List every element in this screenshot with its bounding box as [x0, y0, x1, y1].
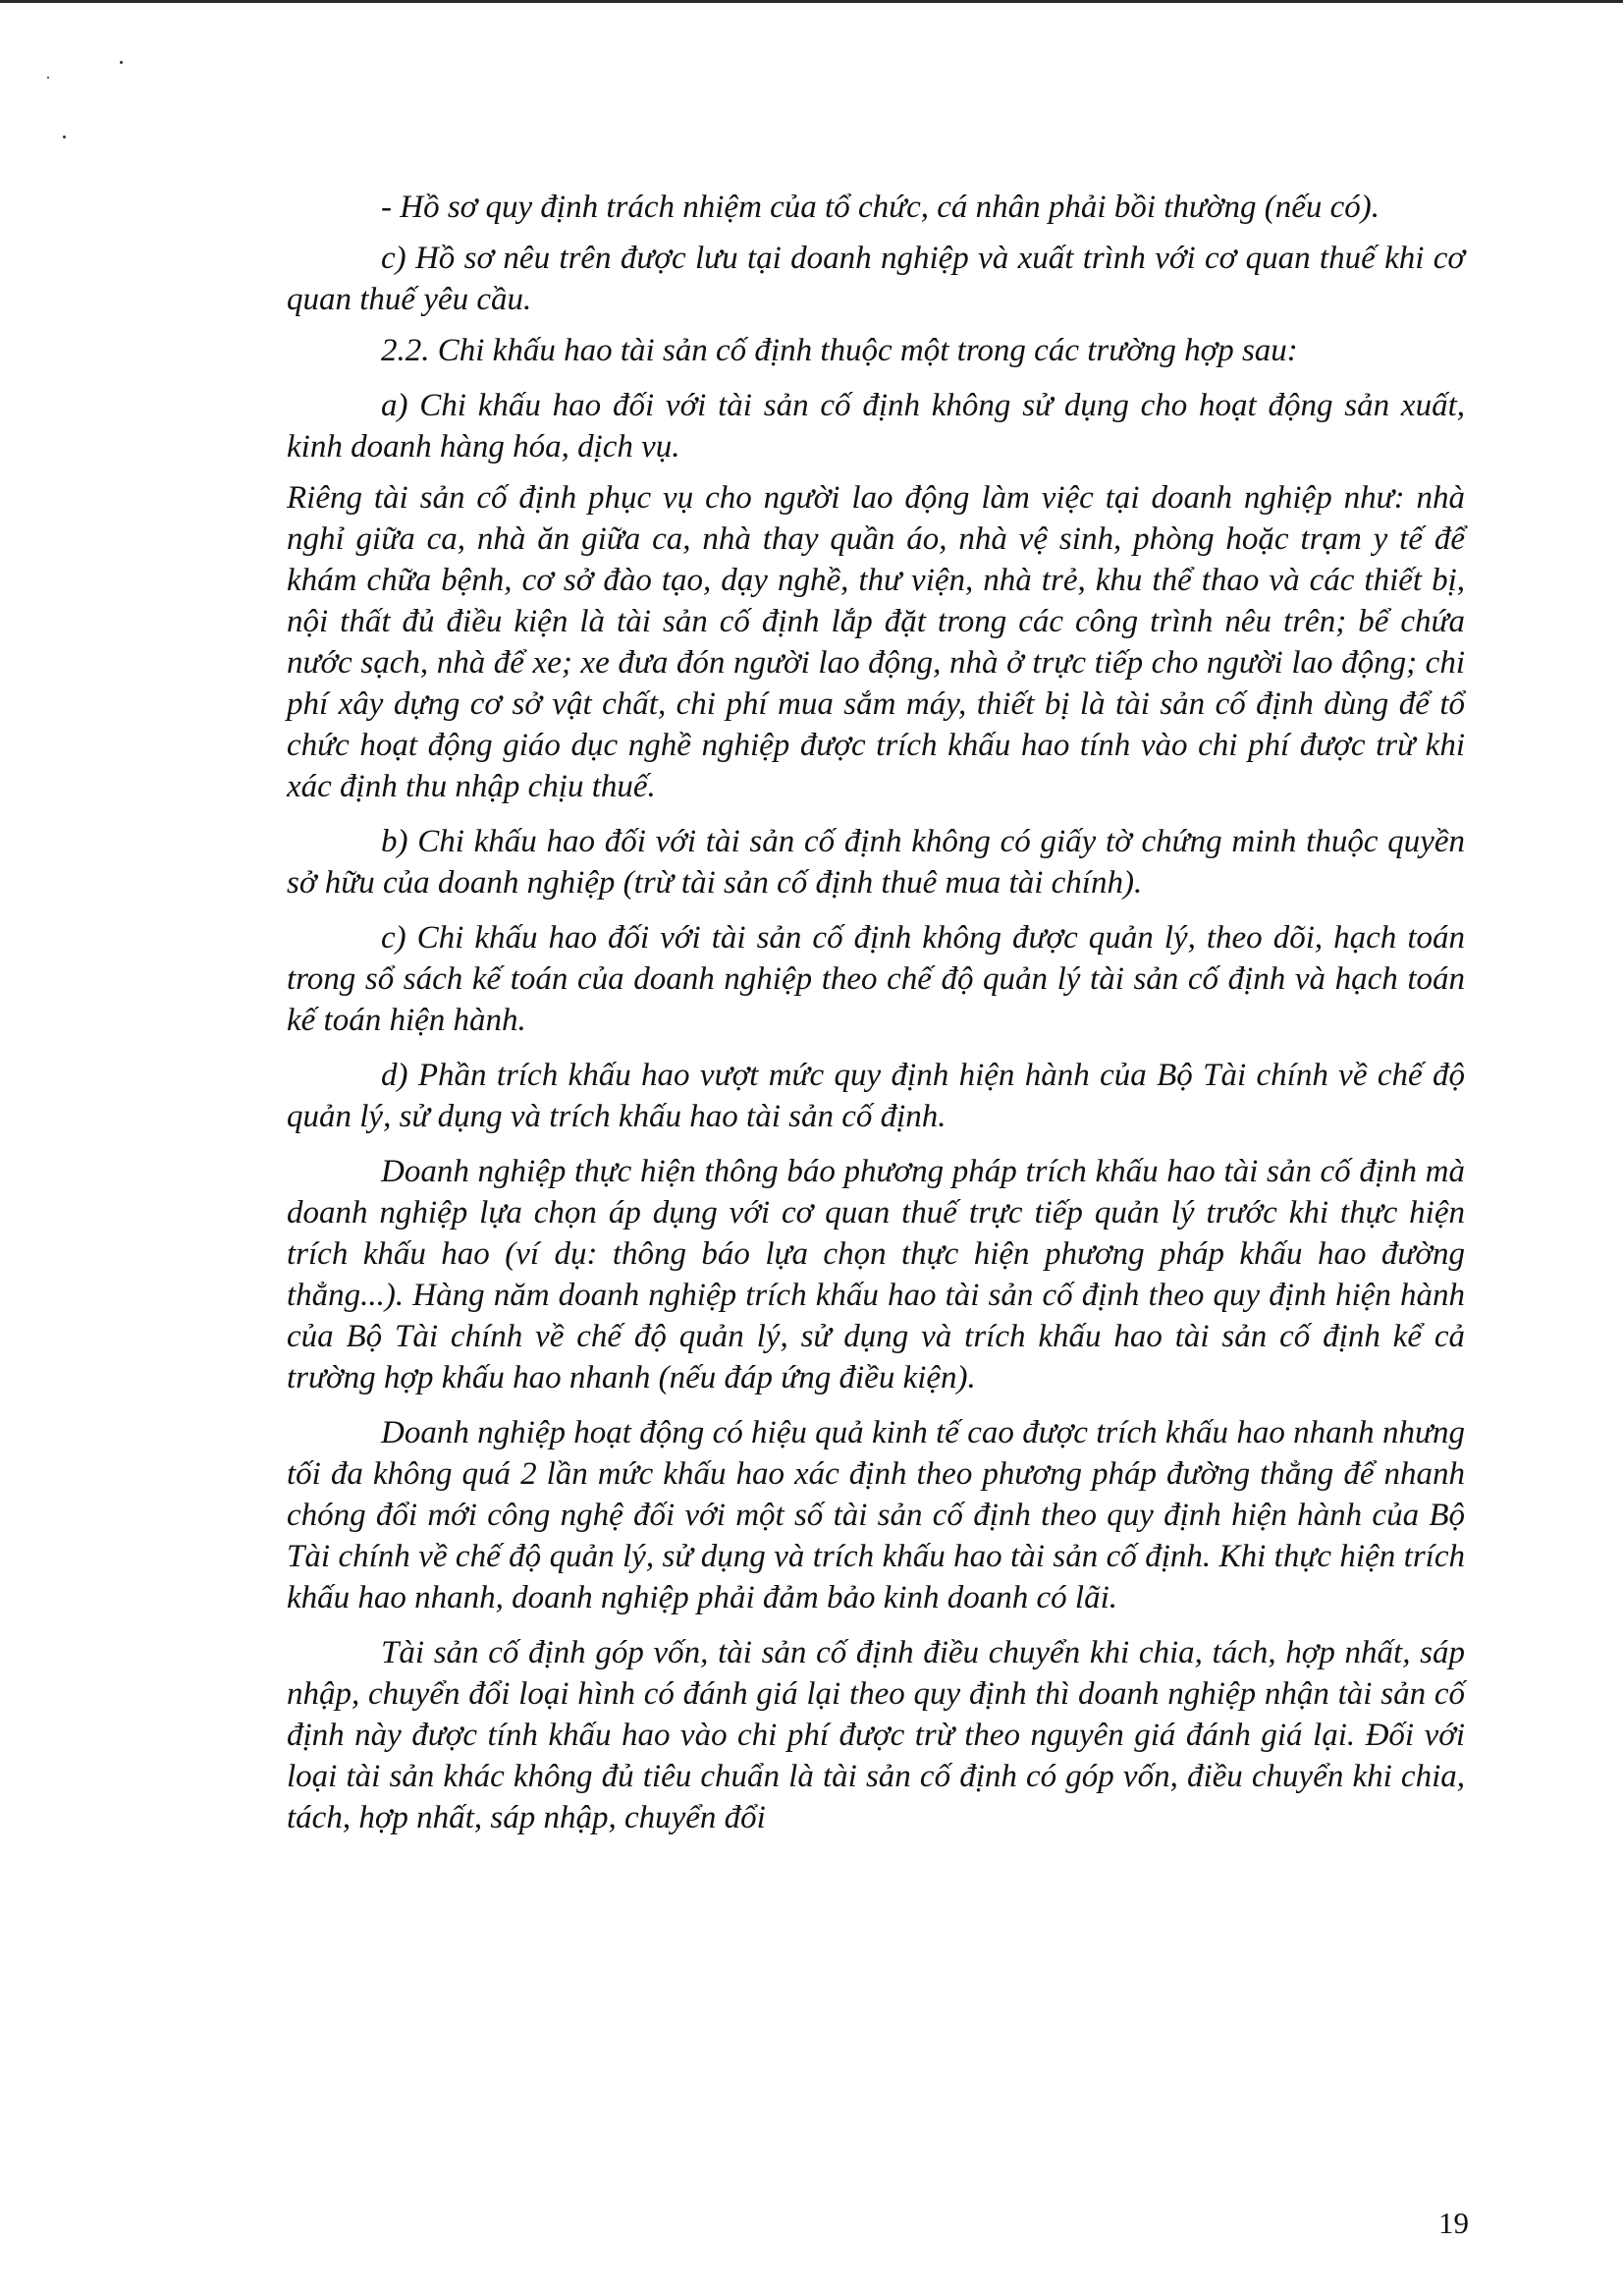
paragraph-depreciation-method-notice: Doanh nghiệp thực hiện thông báo phương pháp trích khấu hao tài sản cố định mà doanh nghiệp lựa chọn áp dụng với cơ quan thuế trực tiếp quản lý trước khi thực hiện trích khấu hao (ví dụ: thông báo lựa chọn thực hiện phương pháp khấu hao đường thẳng...). Hàng năm doanh nghiệp trích khấu hao tài sản cố định theo quy định hiện hành của Bộ Tài chính về chế độ quản lý, sử dụng và trích khấu hao tài sản cố định kể cả trường hợp khấu hao nhanh (nếu đáp ứng điều kiện). — [287, 1154, 1465, 1395]
paragraph-item-b: b) Chi khấu hao đối với tài sản cố định không có giấy tờ chứng minh thuộc quyền sở hữu của doanh nghiệp (trừ tài sản cố định thuê mua tài chính). — [287, 824, 1465, 901]
paragraph-item-c-storage: c) Hồ sơ nêu trên được lưu tại doanh nghiệp và xuất trình với cơ quan thuế khi cơ quan thuế yêu cầu. — [287, 241, 1465, 317]
scan-speck — [47, 77, 49, 79]
paragraph-item-d: d) Phần trích khấu hao vượt mức quy định hiện hành của Bộ Tài chính về chế độ quản lý, sử dụng và trích khấu hao tài sản cố định. — [287, 1058, 1465, 1134]
paragraph-section-2-2: 2.2. Chi khấu hao tài sản cố định thuộc một trong các trường hợp sau: — [381, 333, 1298, 368]
scan-speck — [63, 136, 66, 138]
scan-speck — [120, 61, 123, 64]
scan-top-border — [0, 0, 1623, 3]
paragraph-dossier-responsibility: - Hồ sơ quy định trách nhiệm của tổ chức, cá nhân phải bồi thường (nếu có). — [381, 190, 1380, 225]
page-number: 19 — [1438, 2206, 1469, 2240]
paragraph-contributed-assets: Tài sản cố định góp vốn, tài sản cố định điều chuyển khi chia, tách, hợp nhất, sáp nhập, chuyển đổi loại hình có đánh giá lại theo quy định thì doanh nghiệp nhận tài sản cố định này được tính khấu hao vào chi phí được trừ theo nguyên giá đánh giá lại. Đối với loại tài sản khác không đủ tiêu chuẩn là tài sản cố định có góp vốn, điều chuyển khi chia, tách, hợp nhất, sáp nhập, chuyển đổi — [287, 1635, 1465, 1835]
document-body — [287, 187, 1465, 1852]
paragraph-fixed-assets-workers: Riêng tài sản cố định phục vụ cho người lao động làm việc tại doanh nghiệp như: nhà nghỉ giữa ca, nhà ăn giữa ca, nhà thay quần áo, nhà vệ sinh, phòng hoặc trạm y tế để khám chữa bệnh, cơ sở đào tạo, dạy nghề, thư viện, nhà trẻ, khu thể thao và các thiết bị, nội thất đủ điều kiện là tài sản cố định lắp đặt trong các công trình nêu trên; bể chứa nước sạch, nhà để xe; xe đưa đón người lao động, nhà ở trực tiếp cho người lao động; chi phí xây dựng cơ sở vật chất, chi phí mua sắm máy, thiết bị là tài sản cố định dùng để tổ chức hoạt động giáo dục nghề nghiệp được trích khấu hao tính vào chi phí được trừ khi xác định thu nhập chịu thuế. — [287, 480, 1465, 804]
paragraph-accelerated-depreciation: Doanh nghiệp hoạt động có hiệu quả kinh tế cao được trích khấu hao nhanh nhưng tối đa không quá 2 lần mức khấu hao xác định theo phương pháp đường thẳng để nhanh chóng đổi mới công nghệ đối với một số tài sản cố định theo quy định hiện hành của Bộ Tài chính về chế độ quản lý, sử dụng và trích khấu hao tài sản cố định. Khi thực hiện trích khấu hao nhanh, doanh nghiệp phải đảm bảo kinh doanh có lãi. — [287, 1415, 1465, 1615]
paragraph-item-a: a) Chi khấu hao đối với tài sản cố định không sử dụng cho hoạt động sản xuất, kinh doanh hàng hóa, dịch vụ. — [287, 388, 1465, 465]
paragraph-item-c-management: c) Chi khấu hao đối với tài sản cố định không được quản lý, theo dõi, hạch toán trong sổ sách kế toán của doanh nghiệp theo chế độ quản lý tài sản cố định và hạch toán kế toán hiện hành. — [287, 920, 1465, 1038]
